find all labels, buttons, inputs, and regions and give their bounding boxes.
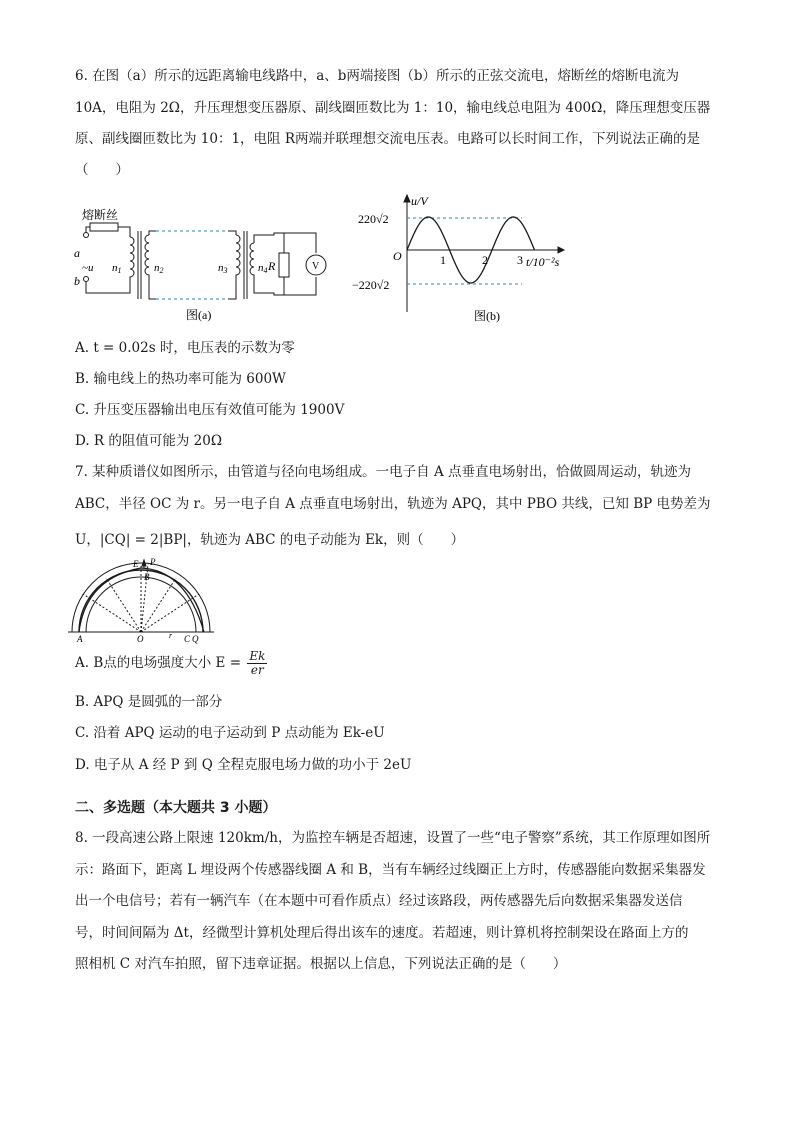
tick-2-label: 2 (482, 253, 488, 267)
q7-line-2: ABC，半径 OC 为 r。另一电子自 A 点垂直电场射出，轨迹为 APQ，其中 PBO 共线，已知 BP 电势差为 (75, 496, 711, 512)
spectrometer-label-e: E (133, 559, 139, 569)
tick-3-label: 3 (517, 253, 523, 267)
q8-line-2: 示：路面下，距离 L 埋设两个传感器线圈 A 和 B，当有车辆经过线圈正上方时，传感器能向数据采集器发 (75, 862, 706, 878)
voltmeter-label: V (312, 261, 320, 272)
q6-option-a: A. t = 0.02s 时，电压表的示数为零 (75, 340, 295, 356)
q7-option-a-numerator: Ek (249, 649, 266, 663)
figure-a-circuit (68, 205, 330, 325)
spectrometer-label-b: B (144, 572, 150, 582)
spectrometer-label-r: r (169, 631, 173, 640)
terminal-a-label: a (74, 246, 80, 260)
q8-line-3: 出一个电信号；若有一辆汽车（在本题中可看作质点）经过该路段，两传感器先后向数据采集器发送信 (75, 893, 683, 909)
q7-option-a-denominator: er (250, 663, 264, 677)
section-2-heading: 二、多选题（本大题共 3 小题） (75, 800, 277, 816)
q6-line-3: 原、副线圈匝数比为 10：1，电阻 R两端并联理想交流电压表。电路可以长时间工作，下列说法正确的是 (75, 131, 701, 147)
n3-label: n3 (218, 262, 228, 275)
q7-option-a (75, 650, 267, 677)
spectrometer-label-o: O (137, 634, 144, 644)
q7-option-a-fraction (247, 650, 267, 677)
q7-line-1: 7. 某种质谱仪如图所示，由管道与径向电场组成。一电子自 A 点垂直电场射出，恰做圆周运动，轨迹为 (75, 464, 692, 480)
figure-spectrometer (66, 558, 216, 646)
n2-label: n2 (154, 262, 164, 275)
q7-option-b: B. APQ 是圆弧的一部分 (75, 694, 223, 710)
q8-line-5: 照相机 C 对汽车拍照，留下违章证据。根据以上信息，下列说法正确的是（ ） (75, 956, 567, 972)
q7-option-c: C. 沿着 APQ 运动的电子运动到 P 点动能为 Ek-eU (75, 725, 385, 741)
q6-option-d: D. R 的阻值可能为 20Ω (75, 433, 223, 449)
resistor-label: R (268, 259, 276, 273)
figure-b-caption: 图(b) (474, 309, 500, 323)
n1-label: n1 (112, 262, 122, 275)
q7-option-d: D. 电子从 A 经 P 到 Q 全程克服电场力做的功小于 2eU (75, 757, 412, 773)
q8-line-1: 8. 一段高速公路上限速 120km/h，为监控车辆是否超速，设置了一些“电子警察”系统，其工作原理如图所 (75, 830, 711, 846)
q6-option-b: B. 输电线上的热功率可能为 600W (75, 371, 286, 387)
q6-option-c: C. 升压变压器输出电压有效值可能为 1900V (75, 402, 345, 418)
q6-line-4: （ ） (75, 162, 129, 178)
terminal-b-label: b (74, 274, 80, 288)
n4-label: n4 (258, 262, 268, 275)
q7-option-a-text: A. B点的电场强度大小 E = (75, 655, 242, 671)
figure-b-sine-wave (350, 190, 580, 325)
y-pos-label: 220√2 (358, 212, 389, 226)
spectrometer-label-q: Q (192, 634, 199, 644)
q6-line-1: 6. 在图（a）所示的远距离输电线路中，a、b两端接图（b）所示的正弦交流电，熔断丝的熔断电流为 (75, 68, 680, 84)
spectrometer-label-c: C (184, 634, 191, 644)
q6-line-2: 10A，电阻为 2Ω，升压理想变压器原、副线圈匝数比为 1：10，输电线总电阻为 400Ω，降压理想变压器 (75, 100, 711, 116)
spectrometer-label-a: A (77, 634, 83, 644)
tick-1-label: 1 (440, 253, 446, 267)
figure-a-caption: 图(a) (186, 308, 212, 322)
spectrometer-label-p: P (150, 558, 156, 567)
source-u-label: ~u (82, 262, 94, 274)
q8-line-4: 号，时间间隔为 Δt，经微型计算机处理后得出该车的速度。若超速，则计算机将控制架设在路面上方的 (75, 925, 689, 941)
origin-label: O (393, 249, 402, 263)
y-neg-label: −220√2 (352, 278, 390, 292)
u-axis-label: u/V (411, 194, 428, 208)
t-axis-label: t/10⁻²s (526, 255, 560, 269)
fuse-label: 熔断丝 (82, 208, 119, 222)
q7-line-3: U，|CQ| = 2|BP|，轨迹为 ABC 的电子动能为 Ek，则（ ） (75, 532, 465, 548)
